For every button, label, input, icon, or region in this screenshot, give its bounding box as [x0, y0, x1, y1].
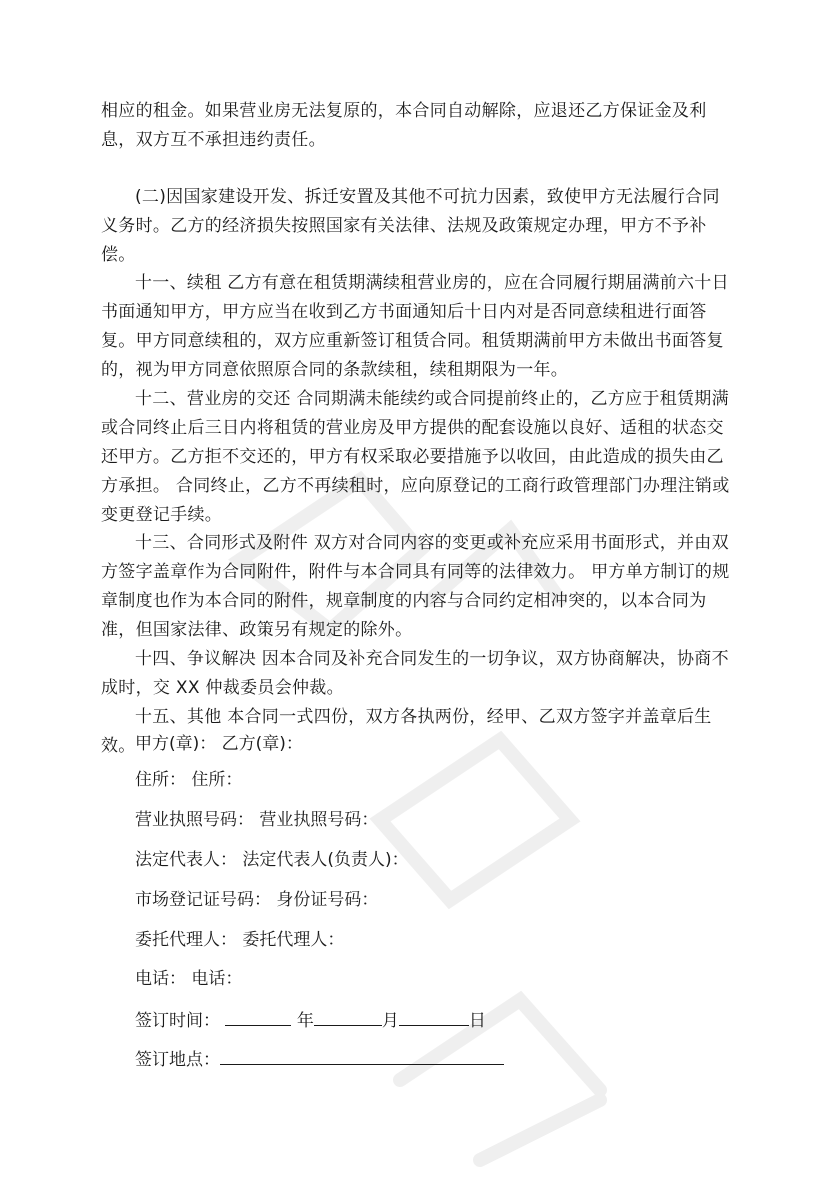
address-a-label: 住所：: [135, 770, 186, 790]
month-blank[interactable]: [314, 1007, 382, 1026]
signing-date-line: [135, 1007, 486, 1033]
market-reg-label: 市场登记证号码：: [135, 890, 271, 910]
day-label: 日: [468, 1011, 486, 1031]
signature-license-line: [135, 808, 378, 832]
phone-a-label: 电话：: [135, 969, 186, 989]
clause-paragraph: (二)因国家建设开发、拆迁安置及其他不可抗力因素，致使甲方无法履行合同义务时。乙方的经济损失按照国家有关法律、法规及政策规定办理，甲方不予补偿。: [101, 187, 720, 265]
year-label: 年: [296, 1011, 314, 1031]
signature-representative-line: [135, 848, 409, 872]
party-b-label: 乙方(章)：: [221, 734, 303, 754]
clause-dispute: 十四、争议解决 因本合同及补充合同发生的一切争议，双方协商解决，协商不成时，交 XX 仲裁委员会仲裁。: [101, 649, 729, 698]
day-blank[interactable]: [399, 1007, 469, 1026]
clause-return: 十二、营业房的交还 合同期满未能续约或合同提前终止的，乙方应于租赁期满或合同终止后三日内将租赁的营业房及甲方提供的配套设施以良好、适租的状态交还甲方。乙方拒不交还的，甲方有权采取必要措施予以收回，由此造成的损失由乙方承担。 合同终止，乙方不再续租时，应向原登记的工商行政管理部门办理注销或变更登记手续。: [101, 389, 730, 525]
signature-registration-line: [135, 888, 378, 912]
clause-renewal: 十一、续租 乙方有意在租赁期满续租营业房的，应在合同履行期届满前六十日书面通知甲方，甲方应当在收到乙方书面通知后十日内对是否同意续租进行面答复。甲方同意续租的，双方应重新签订租赁合同。租赁期满前甲方未做出书面答复的，视为甲方同意依照原合同的条款续租，续租期限为一年。: [101, 273, 729, 380]
id-number-label: 身份证号码：: [276, 890, 379, 910]
sign-place-label: 签订地点：: [135, 1050, 220, 1070]
clause-paragraph: 相应的租金。如果营业房无法复原的，本合同自动解除，应退还乙方保证金及利息，双方互不承担违约责任。: [101, 101, 707, 150]
clause-form-attachments: 十三、合同形式及附件 双方对合同内容的变更或补充应采用书面形式，并由双方签字盖章作为合同附件，附件与本合同具有同等的法律效力。 甲方单方制订的规章制度也作为本合同的附件，规章制度的内容与合同约定相冲突的，以本合同为准，但国家法律、政策另有规定的除外。: [101, 533, 730, 640]
signature-agent-line: [135, 928, 344, 952]
sign-place-blank[interactable]: [220, 1046, 504, 1065]
rep-b-label: 法定代表人(负责人)：: [242, 850, 409, 870]
agent-b-label: 委托代理人：: [242, 930, 345, 950]
sign-time-label: 签订时间：: [135, 1011, 220, 1031]
year-blank[interactable]: [225, 1007, 291, 1026]
clause-other: 十五、其他 本合同一式四份，双方各执两份，经甲、乙双方签字并盖章后生效。: [101, 707, 712, 756]
agent-a-label: 委托代理人：: [135, 930, 237, 950]
license-b-label: 营业执照号码：: [259, 810, 379, 830]
rep-a-label: 法定代表人：: [135, 850, 237, 870]
phone-b-label: 电话：: [191, 969, 243, 989]
signing-place-line: [135, 1046, 504, 1072]
signature-address-line: [135, 768, 242, 792]
party-a-label: 甲方(章)：: [135, 734, 217, 754]
license-a-label: 营业执照号码：: [135, 810, 254, 830]
signature-phone-line: [135, 967, 242, 991]
month-label: 月: [381, 1011, 399, 1031]
signature-party-line: [135, 732, 303, 756]
address-b-label: 住所：: [191, 770, 243, 790]
